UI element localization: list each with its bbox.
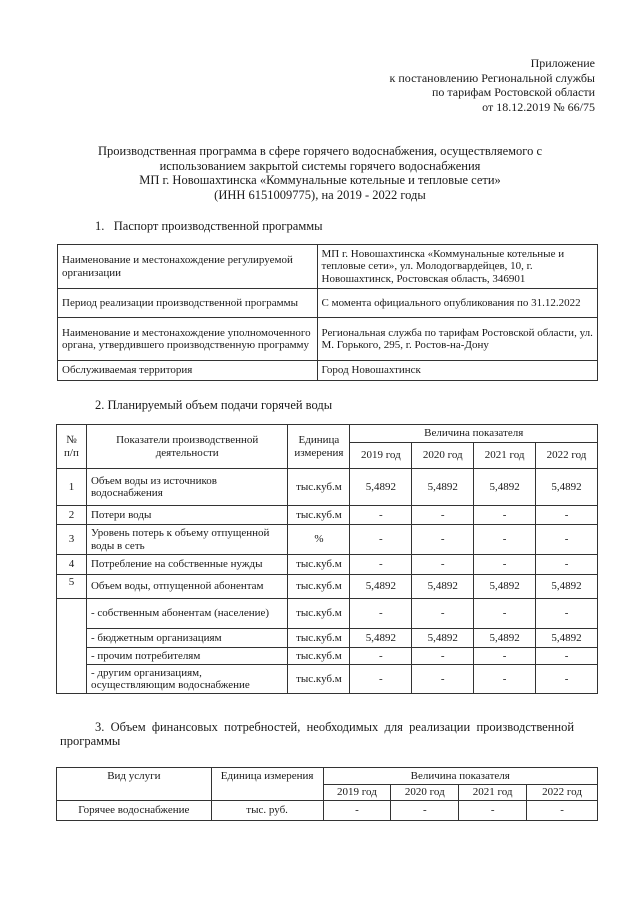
table-row (57, 599, 598, 629)
appendix-line-1: Приложение (530, 56, 595, 70)
appendix-header (390, 56, 595, 114)
row-value: 5,4892 (350, 575, 412, 599)
row-value: 5,4892 (536, 629, 598, 648)
row-value: - (350, 525, 412, 555)
row-unit: тыс.куб.м (288, 469, 350, 506)
row-value: - (536, 525, 598, 555)
row-unit: тыс.куб.м (288, 648, 350, 665)
row-value: - (536, 599, 598, 629)
row-num: 5 (57, 575, 87, 599)
row-value: - (474, 555, 536, 575)
row-unit: тыс.куб.м (288, 599, 350, 629)
passport-label: Обслуживаемая территория (58, 361, 318, 381)
passport-label: Период реализации производственной программы (58, 289, 318, 318)
row-name: Потери воды (86, 506, 287, 525)
row-name: - собственным абонентам (население) (86, 599, 287, 629)
row-value: - (412, 599, 474, 629)
passport-label: Наименование и местонахождение регулируемой организации (58, 245, 318, 289)
table-header-row (57, 768, 598, 785)
row-value: - (527, 801, 598, 821)
row-value: 5,4892 (412, 575, 474, 599)
row-unit: тыс.куб.м (288, 575, 350, 599)
appendix-line-3: по тарифам Ростовской области (431, 85, 595, 99)
row-name: - прочим потребителям (86, 648, 287, 665)
row-num: 1 (57, 469, 87, 506)
passport-row (58, 245, 598, 289)
section2-heading: 2. Планируемый объем подачи горячей воды (95, 398, 333, 412)
header-unit: Единица измерения (288, 425, 350, 469)
passport-table (57, 244, 598, 381)
row-value: 5,4892 (474, 469, 536, 506)
row-name: Объем воды из источников водоснабжения (86, 469, 287, 506)
table-row (57, 506, 598, 525)
row-value: - (412, 665, 474, 694)
row-value: 5,4892 (350, 629, 412, 648)
row-value: - (536, 555, 598, 575)
row-value: - (536, 506, 598, 525)
row-value: - (412, 525, 474, 555)
table-row (57, 648, 598, 665)
row-value: - (474, 665, 536, 694)
row-value: - (474, 525, 536, 555)
document-title (60, 144, 580, 202)
row-num: 4 (57, 555, 87, 575)
financial-needs-table (56, 767, 598, 821)
row-unit: % (288, 525, 350, 555)
table-row (57, 575, 598, 599)
table-row (57, 525, 598, 555)
row-value: - (412, 506, 474, 525)
passport-value: Город Новошахтинск (317, 361, 597, 381)
row-unit: тыс.куб.м (288, 629, 350, 648)
row-value: 5,4892 (350, 469, 412, 506)
passport-row (58, 361, 598, 381)
row-value: 5,4892 (536, 469, 598, 506)
header-unit: Единица измерения (211, 768, 323, 801)
row-value: - (536, 665, 598, 694)
table-row (57, 555, 598, 575)
row-value: - (474, 506, 536, 525)
header-num: № п/п (57, 425, 87, 469)
section3-heading-line-2: программы (60, 734, 121, 748)
row-num: 2 (57, 506, 87, 525)
row-value: 5,4892 (474, 629, 536, 648)
row-name: Уровень потерь к объему отпущенной воды в сеть (86, 525, 287, 555)
table-row (57, 801, 598, 821)
row-value: 5,4892 (412, 469, 474, 506)
row-value: - (391, 801, 459, 821)
row-value: 5,4892 (474, 575, 536, 599)
water-volume-table (56, 424, 598, 694)
header-year: 2022 год (527, 785, 598, 801)
row-value: - (412, 648, 474, 665)
row-name: - бюджетным организациям (86, 629, 287, 648)
passport-value: С момента официального опубликования по 31.12.2022 (317, 289, 597, 318)
section3-heading (60, 720, 598, 748)
header-value: Величина показателя (350, 425, 598, 443)
row-value: - (323, 801, 391, 821)
header-service: Вид услуги (57, 768, 212, 801)
header-year: 2019 год (350, 443, 412, 469)
row-value: - (350, 599, 412, 629)
table-row (57, 629, 598, 648)
passport-row (58, 289, 598, 318)
row-unit: тыс.куб.м (288, 555, 350, 575)
row-value: 5,4892 (412, 629, 474, 648)
passport-label: Наименование и местонахождение уполномоченного органа, утвердившего производственную программу (58, 318, 318, 361)
row-value: - (350, 665, 412, 694)
header-year: 2021 год (459, 785, 527, 801)
row-value: - (350, 506, 412, 525)
row-service: Горячее водоснабжение (57, 801, 212, 821)
title-line-1: Производственная программа в сфере горячего водоснабжения, осуществляемого с (97, 144, 543, 158)
row-value: - (412, 555, 474, 575)
row-value: - (350, 555, 412, 575)
row-value: 5,4892 (536, 575, 598, 599)
table-row (57, 665, 598, 694)
row-value: - (536, 648, 598, 665)
table-row (57, 469, 598, 506)
header-year: 2020 год (391, 785, 459, 801)
header-year: 2020 год (412, 443, 474, 469)
header-year: 2022 год (536, 443, 598, 469)
appendix-line-4: от 18.12.2019 № 66/75 (482, 99, 595, 114)
passport-value: МП г. Новошахтинска «Коммунальные котельные и тепловые сети», ул. Молодогвардейцев, 10, г. Новошахтинск, Ростовская область, 346901 (317, 245, 597, 289)
row-value: - (474, 599, 536, 629)
header-year: 2021 год (474, 443, 536, 469)
row-value: - (474, 648, 536, 665)
title-line-4: (ИНН 6151009775), на 2019 - 2022 годы (214, 187, 426, 202)
header-value: Величина показателя (323, 768, 597, 785)
title-line-2: использованием закрытой системы горячего водоснабжения (159, 158, 481, 173)
row-value: - (459, 801, 527, 821)
appendix-line-2: к постановлению Региональной службы (389, 70, 595, 85)
row-num (57, 599, 87, 694)
row-num: 3 (57, 525, 87, 555)
passport-value: Региональная служба по тарифам Ростовской области, ул. М. Горького, 295, г. Ростов-на-Дону (317, 318, 597, 361)
row-name: - другим организациям, осуществляющим водоснабжение (86, 665, 287, 694)
row-unit: тыс.куб.м (288, 665, 350, 694)
passport-row (58, 318, 598, 361)
row-unit: тыс. руб. (211, 801, 323, 821)
row-name: Потребление на собственные нужды (86, 555, 287, 575)
table-header-row (57, 425, 598, 443)
header-indicator: Показатели производственной деятельности (86, 425, 287, 469)
title-line-3: МП г. Новошахтинска «Коммунальные котельные и тепловые сети» (139, 173, 501, 187)
row-unit: тыс.куб.м (288, 506, 350, 525)
section1-heading: 1. Паспорт производственной программы (95, 219, 323, 233)
header-year: 2019 год (323, 785, 391, 801)
row-value: - (350, 648, 412, 665)
row-name: Объем воды, отпущенной абонентам (86, 575, 287, 599)
section3-heading-line-1: 3. Объем финансовых потребностей, необходимых для реализации производственной (95, 720, 575, 734)
